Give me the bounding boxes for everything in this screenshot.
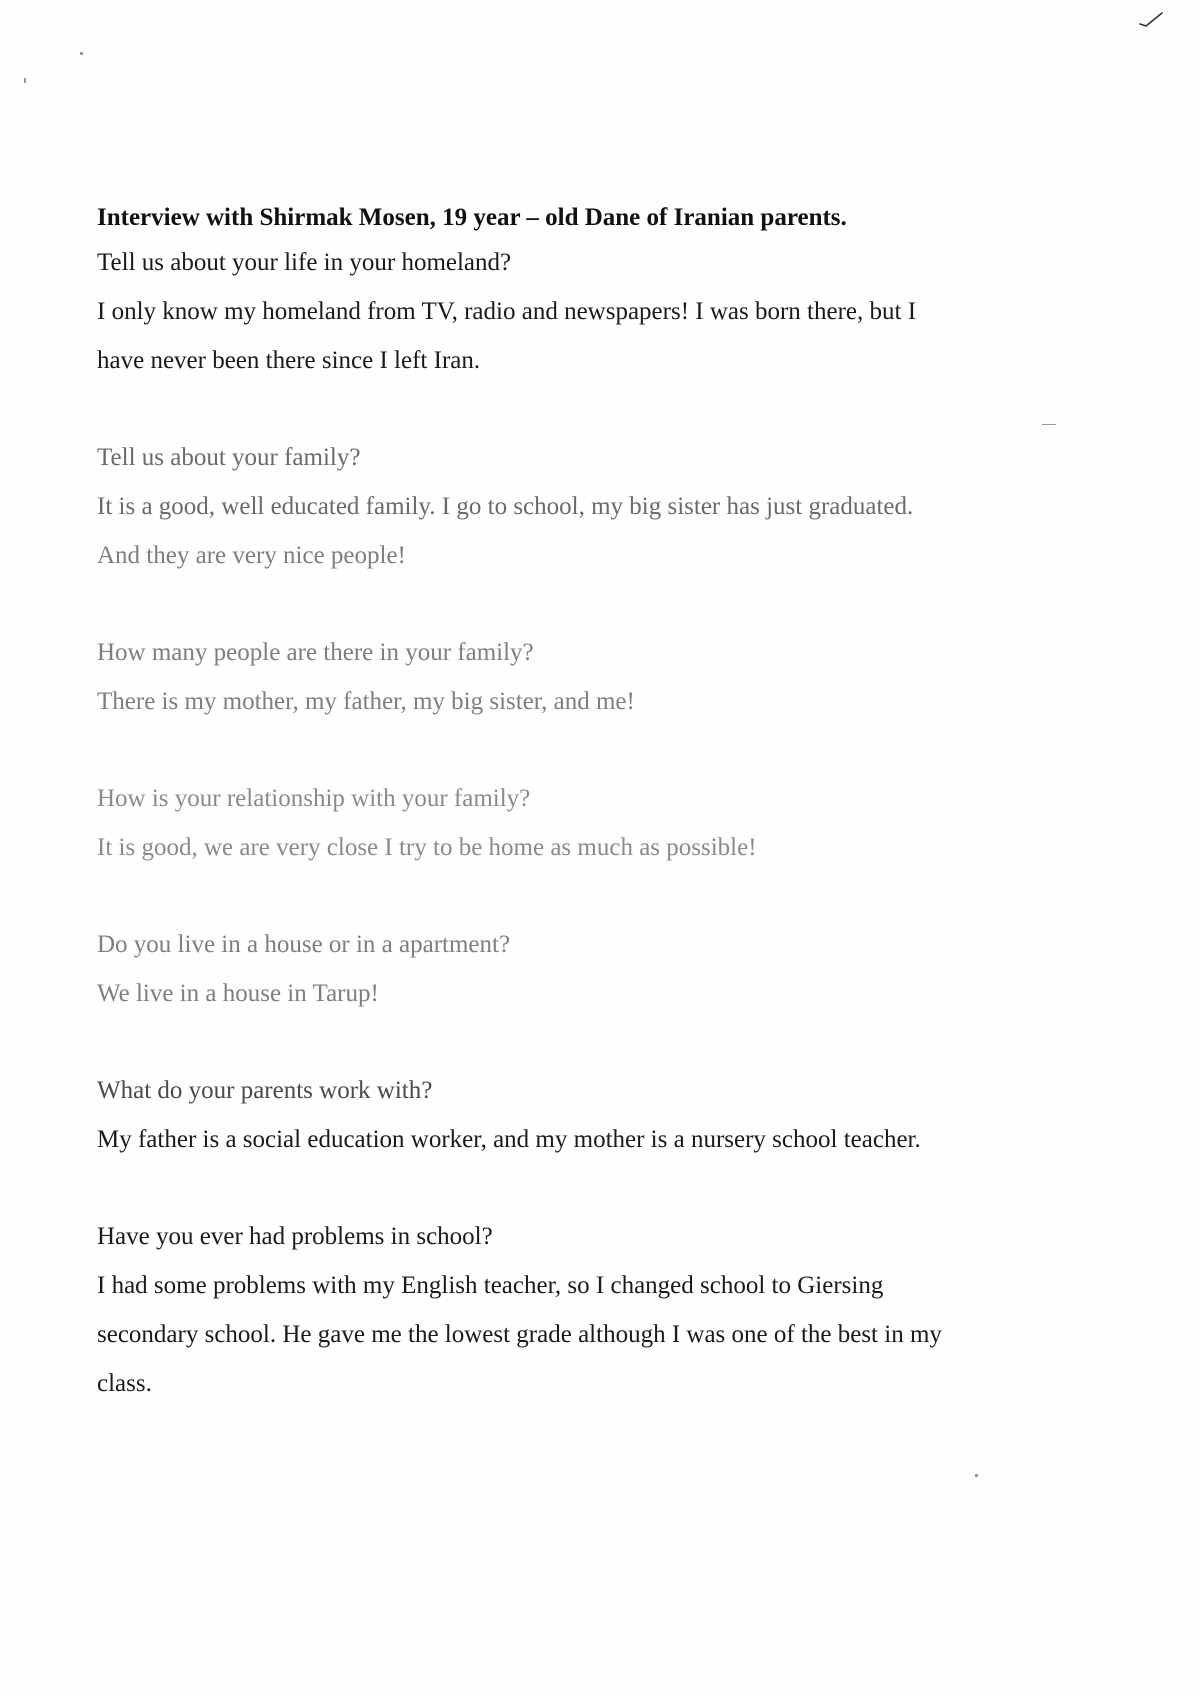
qa-section-family-size [97, 628, 1077, 726]
question: How is your relationship with your family? [97, 785, 531, 812]
scan-speck [24, 78, 26, 83]
answer-line: I had some problems with my English teacher, so I changed school to Giersing [97, 1272, 884, 1299]
qa-section-school-problems [97, 1212, 1077, 1408]
check-mark-icon [1138, 10, 1164, 28]
answer-line: I only know my homeland from TV, radio and newspapers! I was born there, but I [97, 298, 917, 325]
answer-line: It is good, we are very close I try to be home as much as possible! [97, 834, 757, 861]
answer-line: There is my mother, my father, my big sister, and me! [97, 688, 635, 715]
answer-line: And they are very nice people! [97, 542, 406, 569]
document-title: Interview with Shirmak Mosen, 19 year – old Dane of Iranian parents. [97, 204, 847, 231]
scan-speck [975, 1474, 978, 1477]
scan-speck [80, 52, 83, 55]
answer-line: We live in a house in Tarup! [97, 980, 379, 1007]
qa-section-homeland [97, 238, 1077, 385]
qa-section-parents-work [97, 1066, 1077, 1164]
question: Tell us about your life in your homeland? [97, 249, 512, 276]
answer-line: It is a good, well educated family. I go to school, my big sister has just graduated. [97, 493, 914, 520]
answer-line: class. [97, 1370, 152, 1397]
answer-line: have never been there since I left Iran. [97, 347, 481, 374]
qa-section-relationship [97, 774, 1077, 872]
question: Tell us about your family? [97, 444, 361, 471]
qa-section-housing [97, 920, 1077, 1018]
interview-document [97, 198, 1077, 1408]
question: Do you live in a house or in a apartment? [97, 931, 511, 958]
question: What do your parents work with? [97, 1077, 433, 1104]
answer-line: My father is a social education worker, and my mother is a nursery school teacher. [97, 1126, 921, 1153]
question: Have you ever had problems in school? [97, 1223, 493, 1250]
answer-line: secondary school. He gave me the lowest grade although I was one of the best in my [97, 1321, 942, 1348]
question: How many people are there in your family? [97, 639, 534, 666]
qa-section-family [97, 433, 1077, 580]
